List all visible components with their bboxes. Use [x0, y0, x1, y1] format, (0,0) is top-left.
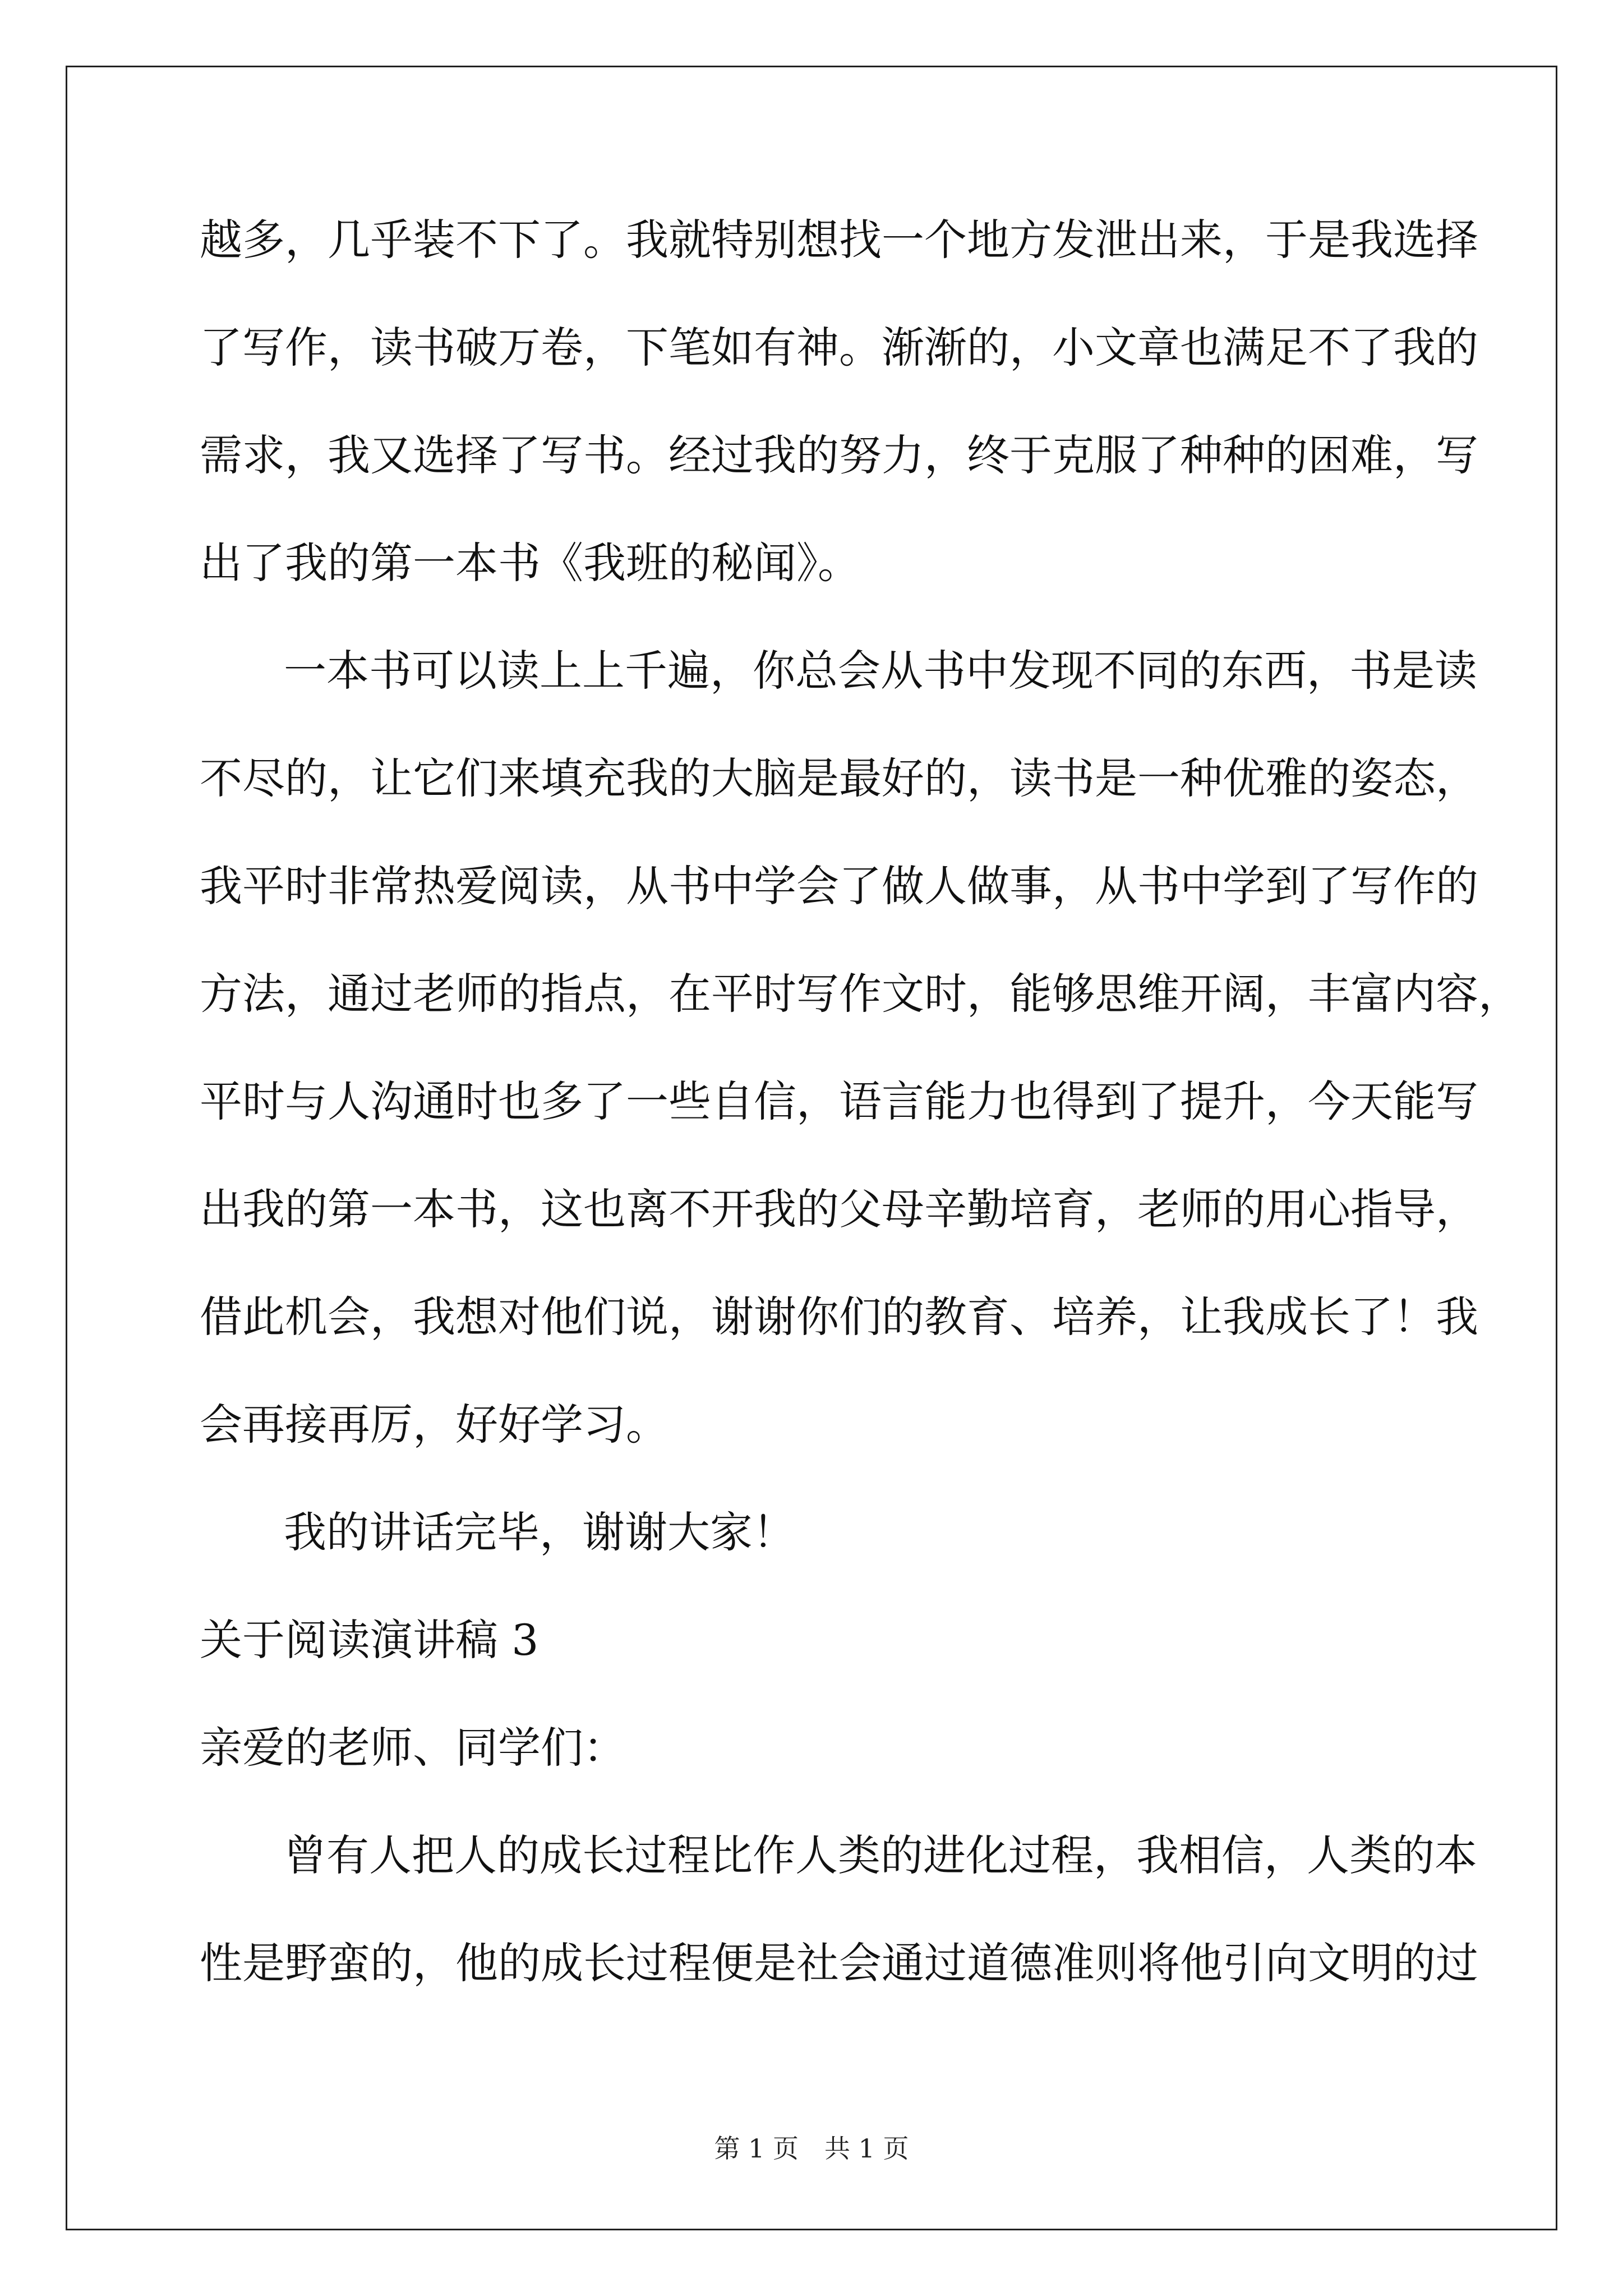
salutation: 亲爱的老师、同学们： — [200, 1723, 626, 1773]
page-footer: 第 1 页 共 1 页 — [714, 2133, 909, 2164]
text-line-5: 一本书可以读上上千遍，你总会从书中发现不同的东西，书是读 — [284, 646, 1477, 696]
text-line-13: 我的讲话完毕，谢谢大家！ — [284, 1507, 795, 1557]
text-line-16: 曾有人把人的成长过程比作人类的进化过程，我相信，人类的本 — [284, 1830, 1477, 1880]
text-line-8: 方法，通过老师的指点，在平时写作文时，能够思维开阔，丰富内容， — [200, 969, 1521, 1019]
document-body — [200, 213, 1521, 2044]
text-line-4: 出了我的第一本书《我班的秘闻》。 — [200, 538, 860, 588]
text-line-1: 越多，几乎装不下了。我就特别想找一个地方发泄出来，于是我选择 — [200, 215, 1478, 265]
text-line-2: 了写作，读书破万卷，下笔如有神。渐渐的，小文章也满足不了我的 — [200, 323, 1478, 372]
section-heading: 关于阅读演讲稿 3 — [200, 1615, 539, 1665]
text-line-3: 需求，我又选择了写书。经过我的努力，终于克服了种种的困难，写 — [200, 430, 1478, 480]
text-line-17: 性是野蛮的，他的成长过程便是社会通过道德准则将他引向文明的过 — [200, 1938, 1478, 1988]
text-line-10: 出我的第一本书，这也离不开我的父母辛勤培育，老师的用心指导， — [200, 1184, 1478, 1234]
text-line-9: 平时与人沟通时也多了一些自信，语言能力也得到了提升，今天能写 — [200, 1076, 1478, 1126]
text-line-12: 会再接再厉，好好学习。 — [200, 1400, 668, 1450]
text-line-6: 不尽的，让它们来填充我的大脑是最好的，读书是一种优雅的姿态， — [200, 753, 1478, 803]
text-line-7: 我平时非常热爱阅读，从书中学会了做人做事，从书中学到了写作的 — [200, 861, 1478, 911]
text-line-11: 借此机会，我想对他们说，谢谢你们的教育、培养，让我成长了！我 — [200, 1292, 1478, 1342]
